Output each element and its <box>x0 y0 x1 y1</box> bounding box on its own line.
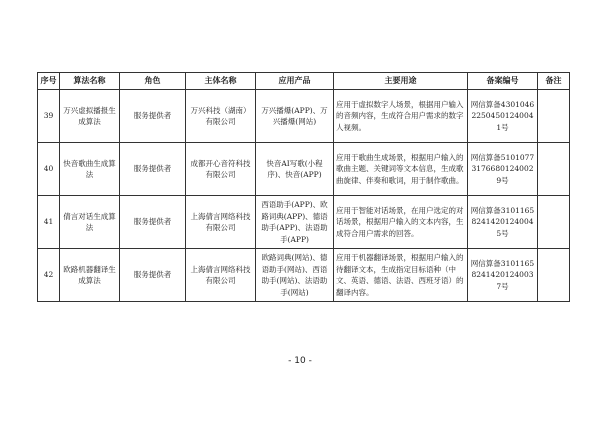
cell-algorithm-name: 欧路机器翻译生成算法 <box>60 249 120 302</box>
table-header-row <box>38 73 570 90</box>
cell-usage: 应用于歌曲生成场景，根据用户输入的歌曲主题、关键词等文本信息，生成歌曲旋律、伴奏和歌词，用于制作歌曲。 <box>334 143 468 196</box>
cell-role: 服务提供者 <box>120 196 186 249</box>
cell-algorithm-name: 快音歌曲生成算法 <box>60 143 120 196</box>
table-row <box>38 90 570 143</box>
cell-remark <box>538 90 570 143</box>
cell-role: 服务提供者 <box>120 90 186 143</box>
cell-usage: 应用于虚拟数字人场景，根据用户输入的音频内容，生成符合用户需求的数字人视频。 <box>334 90 468 143</box>
page-number: - 10 - <box>288 356 312 366</box>
cell-no: 39 <box>38 90 60 143</box>
cell-entity-name: 上海倩言网络科技有限公司 <box>186 249 256 302</box>
table-row <box>38 143 570 196</box>
cell-algorithm-name: 倩言对话生成算法 <box>60 196 120 249</box>
cell-usage: 应用于智能对话场景，在用户选定的对话场景，根据用户输入的文本内容，生成符合用户需求的回答。 <box>334 196 468 249</box>
cell-role: 服务提供者 <box>120 249 186 302</box>
cell-no: 42 <box>38 249 60 302</box>
cell-record-no: 网信算备310116582414201240045号 <box>468 196 538 249</box>
header-usage: 主要用途 <box>334 73 468 90</box>
cell-entity-name: 上海倩言网络科技有限公司 <box>186 196 256 249</box>
cell-product: 快音AI写歌(小程序)、快音(APP) <box>256 143 334 196</box>
cell-record-no: 网信算备310116582414201240037号 <box>468 249 538 302</box>
table-row <box>38 196 570 249</box>
algorithm-registry-table <box>37 72 570 302</box>
header-product: 应用产品 <box>256 73 334 90</box>
cell-record-no: 网信算备510107731766801240029号 <box>468 143 538 196</box>
cell-no: 41 <box>38 196 60 249</box>
cell-algorithm-name: 万兴虚拟播报生成算法 <box>60 90 120 143</box>
cell-remark <box>538 143 570 196</box>
cell-remark <box>538 196 570 249</box>
header-entity-name: 主体名称 <box>186 73 256 90</box>
header-no: 序号 <box>38 73 60 90</box>
cell-entity-name: 成都开心音符科技有限公司 <box>186 143 256 196</box>
header-role: 角色 <box>120 73 186 90</box>
cell-product: 万兴播爆(APP)、万兴播爆(网站) <box>256 90 334 143</box>
cell-usage: 应用于机器翻译场景，根据用户输入的待翻译文本，生成指定目标语种（中文、英语、德语、法语、西班牙语）的翻译内容。 <box>334 249 468 302</box>
header-algorithm-name: 算法名称 <box>60 73 120 90</box>
cell-product: 欧路词典(网站)、德语助手(网站)、西语助手(网站)、法语助手(网站) <box>256 249 334 302</box>
cell-remark <box>538 249 570 302</box>
cell-role: 服务提供者 <box>120 143 186 196</box>
header-remark: 备注 <box>538 73 570 90</box>
cell-record-no: 网信算备430104622504501240041号 <box>468 90 538 143</box>
table-row <box>38 249 570 302</box>
cell-product: 西语助手(APP)、欧路词典(APP)、德语助手(APP)、法语助手(APP) <box>256 196 334 249</box>
cell-entity-name: 万兴科技（湖南）有限公司 <box>186 90 256 143</box>
header-record-no: 备案编号 <box>468 73 538 90</box>
cell-no: 40 <box>38 143 60 196</box>
